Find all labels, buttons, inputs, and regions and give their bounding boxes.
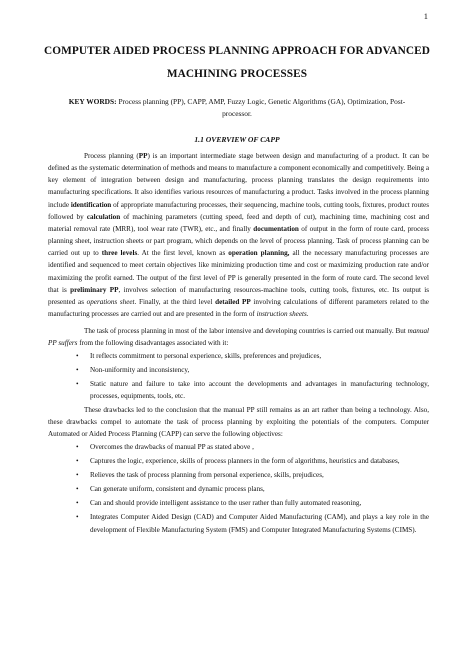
list-item — [76, 455, 429, 467]
term-calculation: calculation — [86, 212, 121, 221]
title-line-1: COMPUTER AIDED PROCESS PLANNING APPROACH FOR ADVANCED — [43, 45, 431, 57]
list-item — [76, 378, 429, 402]
list-item-text: Relieves the task of process planning from personal experience, skills, prejudices, — [90, 470, 324, 479]
title-line-2: MACHINING PROCESSES — [166, 68, 308, 80]
keywords-text: Process planning (PP), CAPP, AMP, Fuzzy Logic, Genetic Algorithms (GA), Optimization, Post-processor. — [116, 97, 406, 118]
list-item-text: Overcomes the drawbacks of manual PP as stated above , — [90, 442, 254, 451]
bullet-icon: • — [76, 456, 79, 465]
section-heading: 1.1 OVERVIEW OF CAPP — [194, 135, 280, 144]
bullet-icon: • — [76, 379, 79, 388]
keywords — [56, 96, 418, 120]
term-operation-planning: operation planning, — [228, 249, 290, 258]
list-item — [76, 364, 429, 376]
list-item-text: Non-uniformity and inconsistency, — [90, 365, 190, 374]
text-run: of appropriate manufacturing processes, their sequencing, machine tools, cutting tools, fixtures, product routes followed by — [48, 200, 429, 221]
text-run: from the following disadvantages associated with it: — [77, 339, 229, 348]
bullet-icon: • — [76, 351, 79, 360]
list-item — [76, 497, 429, 509]
list-item — [76, 469, 429, 481]
list-item-text: Can and should provide intelligent assistance to the user rather than fully automated reasoning, — [90, 499, 362, 508]
objectives-list — [48, 441, 429, 536]
text-run: ) is an important intermediate stage between design and manufacturing of a product. It can be defined as the systematic determination of methods and means to manufacture a component economically and competitively. Being a key element of integration between design and manufacturing, process planning translates the design requirements into manufacturing specifications. It also identifies various resources of manufacturing a product. Tasks involved in the process planning include — [48, 152, 429, 209]
term-instruction-sheets: instruction sheets — [256, 310, 307, 319]
list-item-text: Integrates Computer Aided Design (CAD) and Computer Aided Manufacturing (CAM), and plays a key role in the development of Flexible Manufacturing System (FMS) and Computer Integrated Manufacturing Systems (CIMS). — [90, 513, 429, 534]
text-run: , involves selection of manufacturing resources-machine tools, cutting tools, fixtures, etc. Its output is presented as — [48, 285, 430, 306]
disadvantages-list — [48, 350, 429, 403]
list-item — [76, 511, 429, 535]
term-documentation: documentation — [253, 224, 299, 233]
body-text — [48, 150, 429, 538]
text-run: involving calculations of different parameters related to the manufacturing processes are carried out and are presented in the form of — [48, 297, 429, 319]
text-run: . — [306, 310, 309, 319]
text-run: of output in the form of route card, process planning sheet, instruction sheets or part program, which depends on the level of process planning. Task of process planning can be carried out up to — [48, 224, 429, 258]
bullet-icon: • — [76, 442, 79, 451]
list-item-text: Captures the logic, experience, skills of process planners in the form of algorithms, heuristics and databases, — [90, 456, 400, 465]
list-item-text: Static nature and failure to take into account the developments and advantages in manufacturing technology, processes, equipments, tools, etc. — [90, 379, 429, 400]
term-operations-sheet: operations sheet — [86, 297, 135, 306]
list-item-text: It reflects commitment to personal experience, skills, preferences and prejudices, — [90, 351, 322, 360]
text-run: of machining parameters (cutting speed, feed and depth of cut), machining time, machining cost and material removal rate (MRR), tool wear rate (TWR), etc., and finally — [48, 212, 430, 233]
paragraph-overview — [48, 150, 429, 320]
paragraph-drawbacks: These drawbacks led to the conclusion that the manual PP still remains as an art rather than being a technology. Also, these drawbacks compel to automate the task of process planning by exploiting the potentials of the computers. Computer Automated or Aided Process Planning (CAPP) can serve the following objectives: — [48, 406, 429, 439]
text-run: Process planning ( — [84, 152, 139, 160]
bullet-icon: • — [76, 485, 79, 494]
term-pp: PP — [138, 152, 148, 160]
text-run: all the necessary manufacturing processes are identified and sequenced to meet certain objectives like minimizing production time and cost or maximizing production rate and/or maximizing the profit earned. The output of the first level of PP is generally presented in the form of route card. The second level that is — [48, 249, 430, 294]
term-manual-pp-suffers: manual PP suffers — [48, 327, 430, 348]
term-identification: identification — [70, 200, 112, 209]
term-three-levels: three levels — [101, 249, 138, 258]
list-item-text: Can generate uniform, consistent and dynamic process plans, — [90, 485, 265, 494]
list-item — [76, 441, 429, 453]
text-run: . At the first level, known as — [137, 249, 229, 258]
bullet-icon: • — [76, 513, 79, 522]
text-run: The task of process planning in most of the labor intensive and developing countries is carried out manually. But — [84, 327, 408, 336]
paragraph-manual-pp — [48, 325, 429, 349]
term-preliminary-pp: preliminary PP — [70, 285, 119, 294]
list-item — [76, 350, 429, 362]
text-run: . Finally, at the third level — [134, 297, 216, 306]
paper-title — [40, 40, 434, 86]
term-detailed-pp: detailed PP — [215, 297, 251, 306]
list-item — [76, 483, 429, 495]
bullet-icon: • — [76, 365, 79, 374]
bullet-icon: • — [76, 499, 79, 508]
bullet-icon: • — [76, 470, 79, 479]
keywords-label: KEY WORDS: — [68, 97, 117, 106]
page-number: 1 — [423, 11, 428, 21]
